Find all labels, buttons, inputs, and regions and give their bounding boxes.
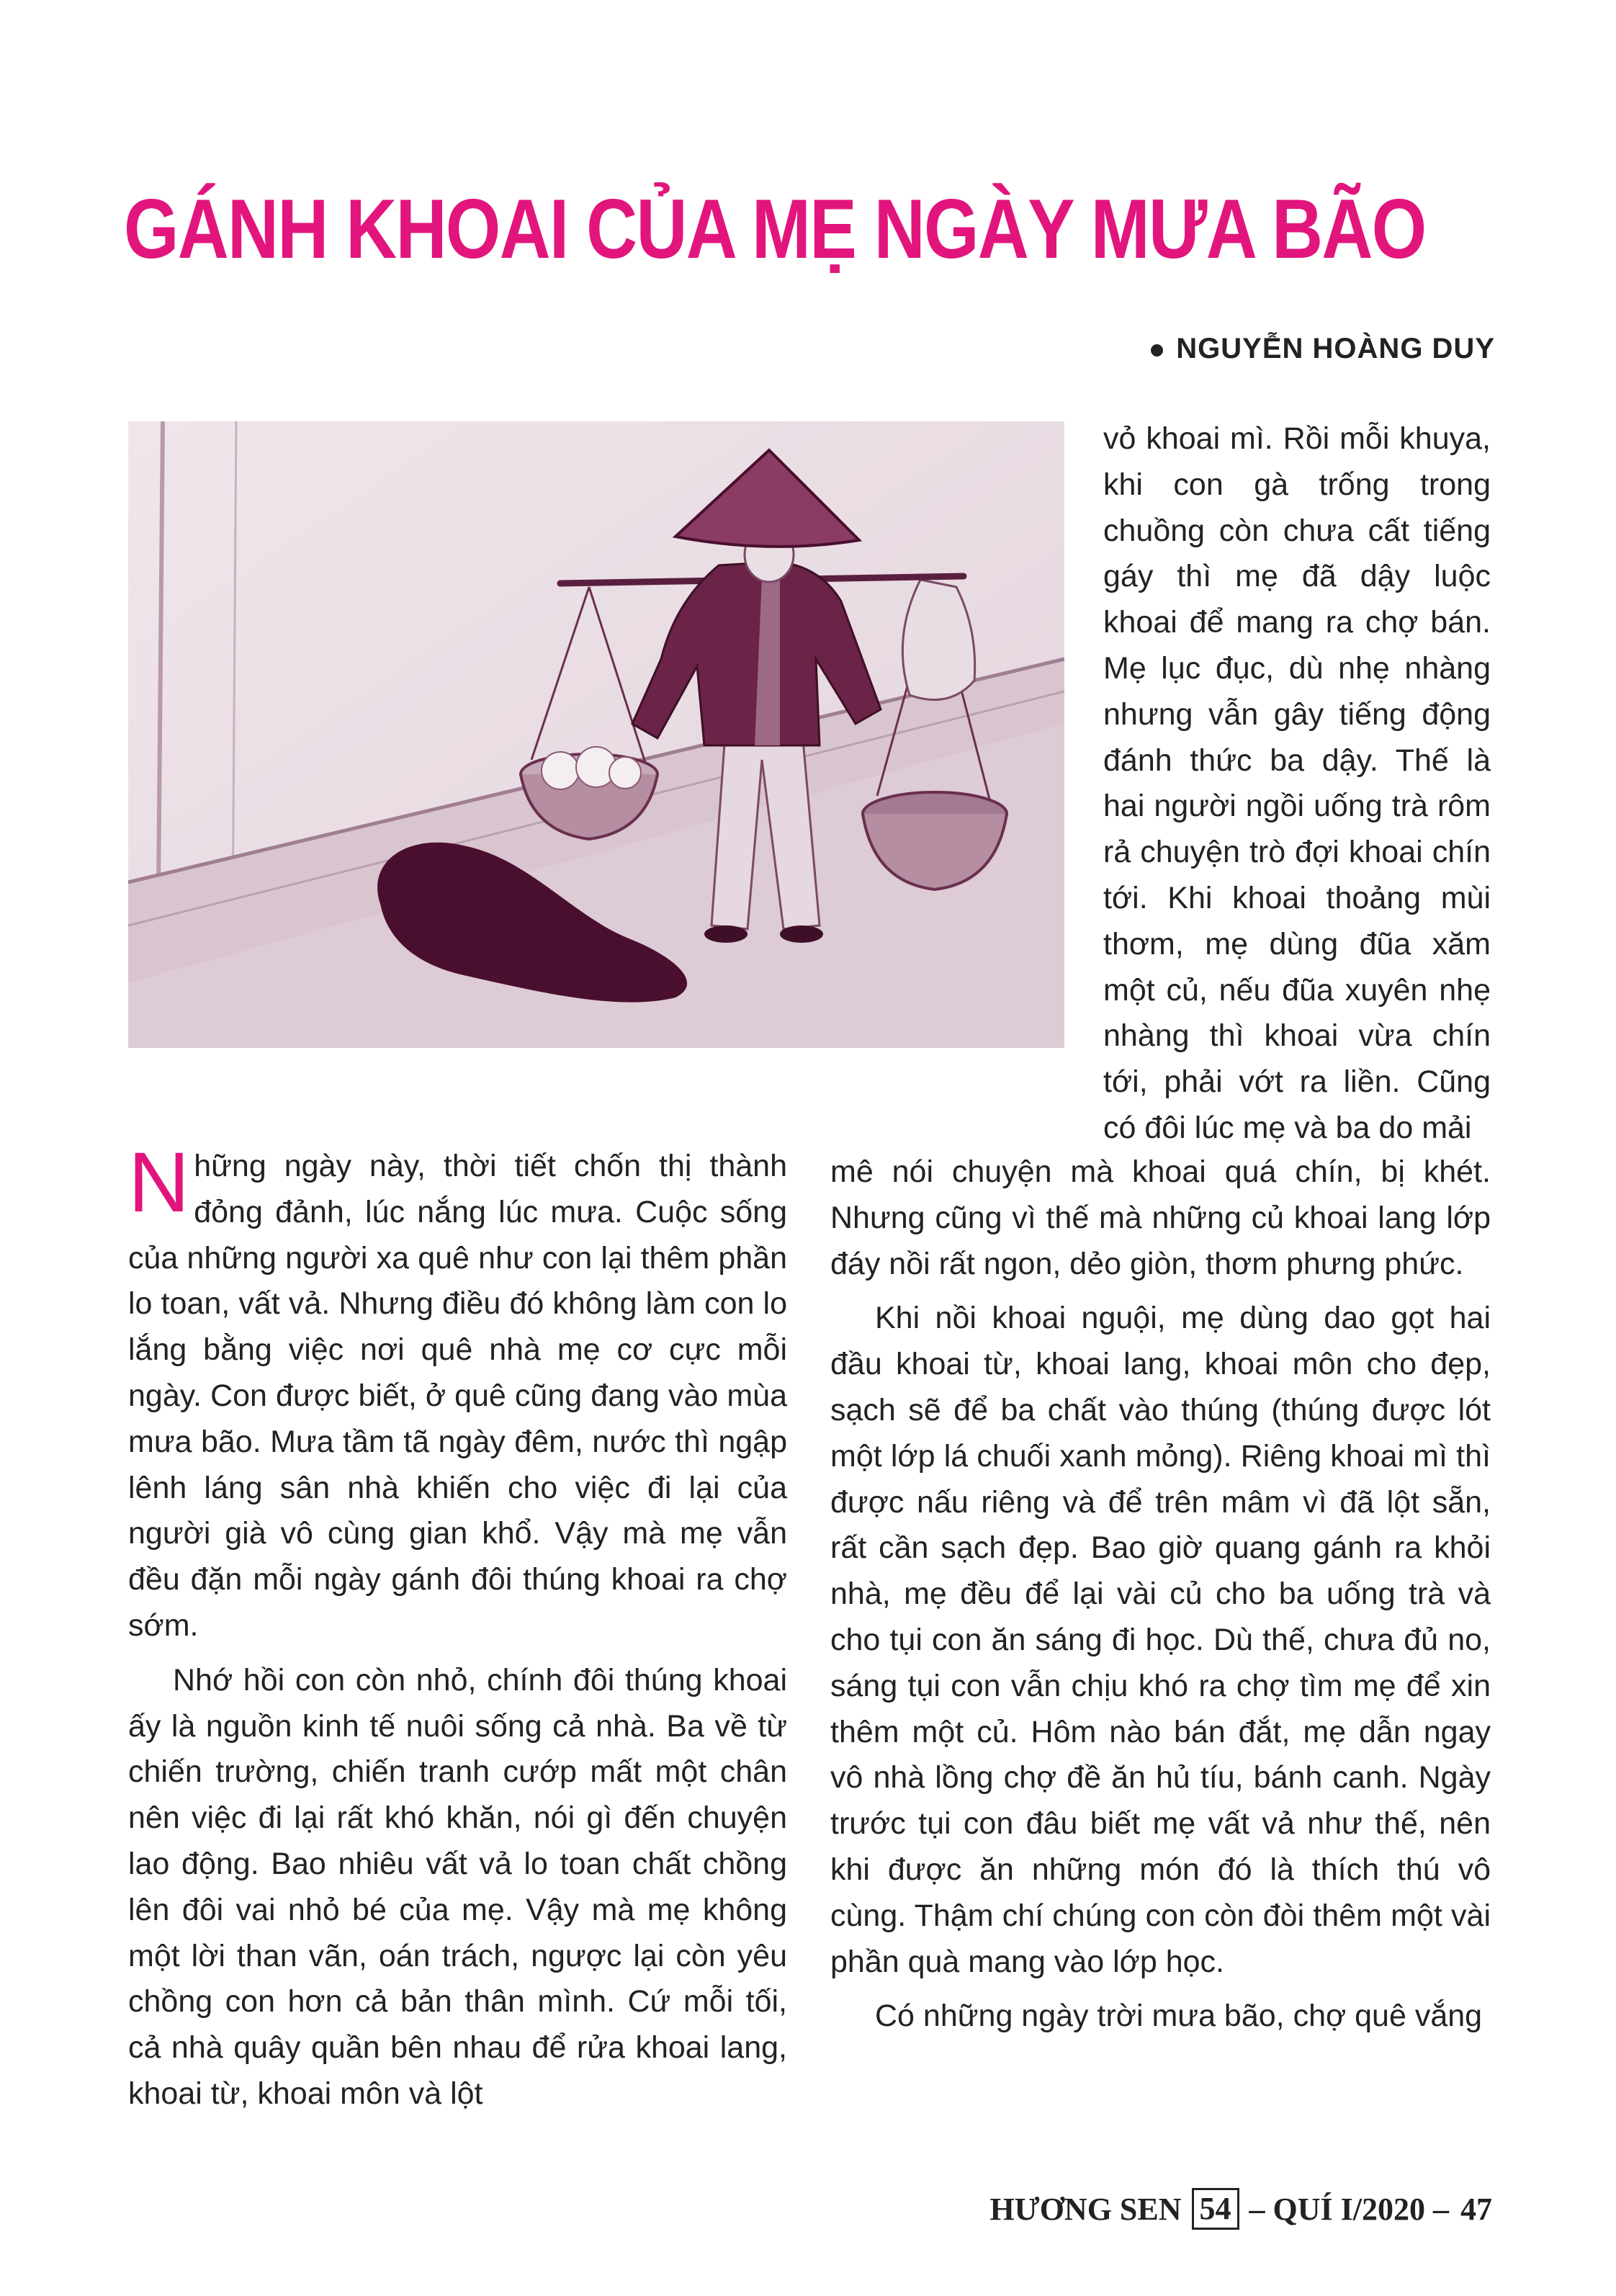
article-title: GÁNH KHOAI CỦA MẸ NGÀY MƯA BÃO — [124, 181, 1426, 276]
lead-text: hững ngày này, thời tiết chốn thị thành đỏng đảnh, lúc nắng lúc mưa. Cuộc sống của những người xa quê như con lại thêm phần lo toan, vất vả. Nhưng điều đó không làm con lo lắng bằng việc nơi quê nhà mẹ cơ cực mỗi ngày. Con được biết, ở quê cũng đang vào mùa mưa bão. Mưa tầm tã ngày đêm, nước thì ngập lênh láng sân nhà khiến cho việc đi lại của người già vô cùng gian khổ. Vậy mà mẹ vẫn đều đặn mỗi ngày gánh đôi thúng khoai ra chợ sớm. — [128, 1149, 787, 1643]
issue-quarter: – QUÍ I/2020 – — [1249, 2191, 1449, 2227]
magazine-name: HƯƠNG SEN — [989, 2191, 1182, 2227]
column-right-top — [1103, 416, 1491, 1160]
column-left — [128, 1135, 787, 2126]
street-vendor-illustration — [128, 421, 1064, 1048]
author-name: NGUYỄN HOÀNG DUY — [1176, 333, 1495, 364]
paragraph: Có những ngày trời mưa bão, chợ quê vắng — [875, 1999, 1483, 2034]
page-footer — [989, 2188, 1492, 2230]
paragraph: Nhớ hồi con còn nhỏ, chính đôi thúng khoai ấy là nguồn kinh tế nuôi sống cả nhà. Ba về từ chiến trường, chiến tranh cướp mất một chân nên việc đi lại rất khó khăn, nói gì đến chuyện lao động. Bao nhiêu vất vả lo toan chất chồng lên đôi vai nhỏ bé của mẹ. Vậy mà mẹ không một lời than vãn, oán trách, ngược lại còn yêu chồng con hơn cả bản thân mình. Cứ mỗi tối, cả nhà quây quần bên nhau để rửa khoai lang, khoai từ, khoai môn và lột — [128, 1662, 787, 2111]
paragraph-lead — [128, 1135, 787, 1649]
column-right — [830, 1149, 1491, 2048]
bullet-icon — [1151, 344, 1163, 356]
illustration — [128, 421, 1064, 1048]
issue-number: 54 — [1192, 2188, 1239, 2230]
dropcap-letter: N — [128, 1135, 190, 1230]
page-number: 47 — [1460, 2191, 1492, 2227]
paragraph: mê nói chuyện mà khoai quá chín, bị khét. Nhưng cũng vì thế mà những củ khoai lang lớp đáy nồi rất ngon, dẻo giòn, thơm phưng phức. — [830, 1154, 1491, 1281]
paragraph: vỏ khoai mì. Rồi mỗi khuya, khi con gà trống trong chuồng còn chưa cất tiếng gáy thì mẹ đã dậy luộc khoai để mang ra chợ bán. Mẹ lục đục, dù nhẹ nhàng nhưng vẫn gây tiếng động đánh thức ba dậy. Thế là hai người ngồi uống trà rôm rả chuyện trò đợi khoai chín tới. Khi khoai thoảng mùi thơm, mẹ dùng đũa xăm một củ, nếu đũa xuyên nhẹ nhàng thì khoai vừa chín tới, phải vớt ra liền. Cũng có đôi lúc mẹ và ba do mải — [1103, 421, 1491, 1145]
paragraph: Khi nồi khoai nguội, mẹ dùng dao gọt hai đầu khoai từ, khoai lang, khoai môn cho đẹp, sạch sẽ để ba chất vào thúng (thúng được lót một lớp lá chuối xanh mỏng). Riêng khoai mì thì được nấu riêng và để trên mâm vì đã lột sẵn, rất cần sạch đẹp. Bao giờ quang gánh ra khỏi nhà, mẹ đều để lại vài củ cho ba uống trà và cho tụi con ăn sáng đi học. Dù thế, chưa đủ no, sáng tụi con vẫn chịu khó ra chợ tìm mẹ để xin thêm một củ. Hôm nào bán đắt, mẹ dẫn ngay vô nhà lồng chợ đề ăn hủ tíu, bánh canh. Ngày trước tụi con đâu biết mẹ vất vả như thế, nên khi được ăn những món đó là thích thú vô cùng. Thậm chí chúng con còn đòi thêm một vài phần quà mang vào lớp học. — [830, 1301, 1491, 1979]
author-byline — [1151, 333, 1495, 365]
